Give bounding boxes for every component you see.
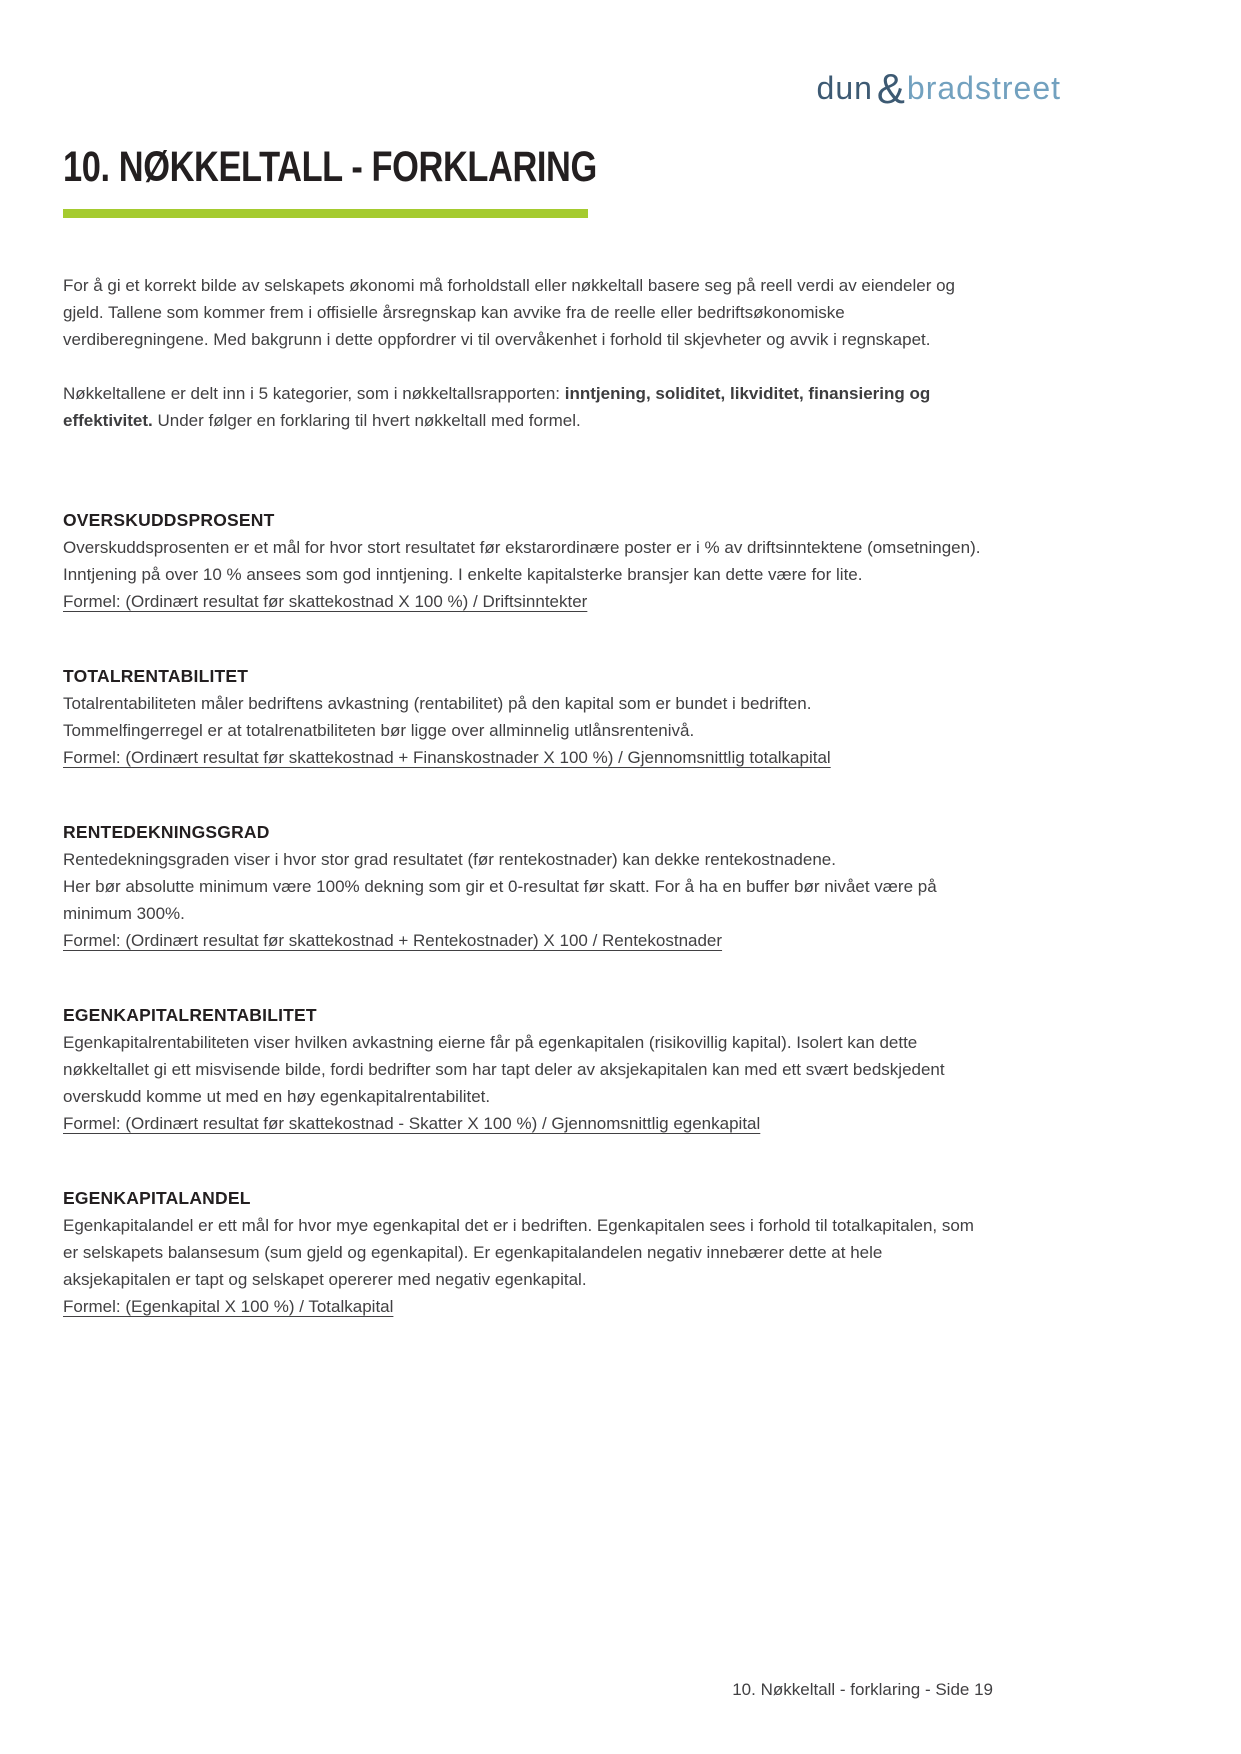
section-heading: EGENKAPITALRENTABILITET: [63, 1005, 317, 1025]
section-body-text: Egenkapitalandel er ett mål for hvor mye egenkapital det er i bedriften. Egenkapitalen sees i forhold til totalkapitalen, som er selskapets balansesum (sum gjeld og egenkapital). Er egenkapitalandelen negativ innebærer dette at hele aksjekapitalen er tapt og selskapet opererer med negativ egenkapital.: [63, 1216, 974, 1289]
section-overskuddsprosent: [63, 507, 993, 615]
section-body-text: Rentedekningsgraden viser i hvor stor grad resultatet (før rentekostnader) kan dekke rentekostnadene.: [63, 850, 836, 869]
section-rentedekningsgrad: [63, 819, 993, 954]
section-heading: TOTALRENTABILITET: [63, 666, 249, 686]
intro-paragraph-2: [63, 380, 993, 434]
logo-text-dun: dun: [816, 70, 873, 106]
intro-paragraph-2-categories: inntjening, soliditet, likviditet, finansiering og effektivitet.: [63, 384, 931, 430]
formula-line: Formel: (Ordinært resultat før skattekostnad + Finanskostnader X 100 %) / Gjennomsnittlig totalkapital: [63, 748, 831, 767]
section-heading: RENTEDEKNINGSGRAD: [63, 822, 270, 842]
section-body: [63, 534, 993, 615]
section-egenkapitalandel: [63, 1185, 993, 1320]
section-body: [63, 1029, 993, 1137]
dun-and-bradstreet-logo: dun & bradstreet: [816, 65, 1061, 112]
title-accent-bar: [63, 209, 588, 218]
section-totalrentabilitet: [63, 663, 993, 771]
section-body-text: Overskuddsprosenten er et mål for hvor stort resultatet før ekstarordinære poster er i % av driftsinntektene (omsetningen). Inntjening på over 10 % ansees som god inntjening. I enkelte kapitalsterke bransjer kan dette være for lite.: [63, 538, 981, 584]
section-body: [63, 1212, 993, 1320]
formula-line: Formel: (Ordinært resultat før skattekostnad X 100 %) / Driftsinntekter: [63, 592, 588, 611]
section-body: [63, 690, 993, 771]
intro-paragraph-2-tail: Under følger en forklaring til hvert nøkkeltall med formel.: [152, 411, 581, 430]
formula-line: Formel: (Ordinært resultat før skattekostnad - Skatter X 100 %) / Gjennomsnittlig egenkapital: [63, 1114, 761, 1133]
footer-page-label: 10. Nøkkeltall - forklaring - Side 19: [732, 1680, 993, 1699]
section-egenkapitalrentabilitet: [63, 1002, 993, 1137]
keyfigure-sections: [63, 507, 993, 1320]
intro-paragraph-1: For å gi et korrekt bilde av selskapets økonomi må forholdstall eller nøkkeltall basere seg på reell verdi av eiendeler og gjeld. Tallene som kommer frem i offisielle årsregnskap kan avvike fra de reelle eller bedriftsøkonomiske verdiberegningene. Med bakgrunn i dette oppfordrer vi til overvåkenhet i forhold til skjevheter og avvik i regnskapet.: [63, 276, 955, 349]
intro-paragraph-2-lead: Nøkkeltallene er delt inn i 5 kategorier, som i nøkkeltallsrapporten:: [63, 384, 565, 403]
section-body-text: Totalrentabiliteten måler bedriftens avkastning (rentabilitet) på den kapital som er bundet i bedriften.: [63, 694, 812, 713]
title-block: [63, 143, 993, 218]
formula-line: Formel: (Ordinært resultat før skattekostnad + Rentekostnader) X 100 / Rentekostnader: [63, 931, 723, 950]
logo-text-bradstreet: bradstreet: [906, 70, 1061, 106]
section-body-text: Her bør absolutte minimum være 100% dekning som gir et 0-resultat før skatt. For å ha en buffer bør nivået være på minimum 300%.: [63, 877, 937, 923]
header: [0, 0, 1241, 112]
section-heading: EGENKAPITALANDEL: [63, 1188, 251, 1208]
section-heading: OVERSKUDDSPROSENT: [63, 510, 275, 530]
formula-line: Formel: (Egenkapital X 100 %) / Totalkapital: [63, 1297, 394, 1316]
page-content: [63, 143, 993, 1320]
section-body-text: Tommelfingerregel er at totalrenatbiliteten bør ligge over allminnelig utlånsrentenivå.: [63, 721, 695, 740]
page-title: 10. NØKKELTALL - FORKLARING: [63, 143, 597, 191]
section-body: [63, 846, 993, 954]
section-body-text: Egenkapitalrentabiliteten viser hvilken avkastning eierne får på egenkapitalen (risikovillig kapital). Isolert kan dette nøkkeltallet gi ett misvisende bilde, fordi bedrifter som har tapt deler av aksjekapitalen kan med ett svært bedskjedent overskudd komme ut med en høy egenkapitalrentabilitet.: [63, 1033, 945, 1106]
